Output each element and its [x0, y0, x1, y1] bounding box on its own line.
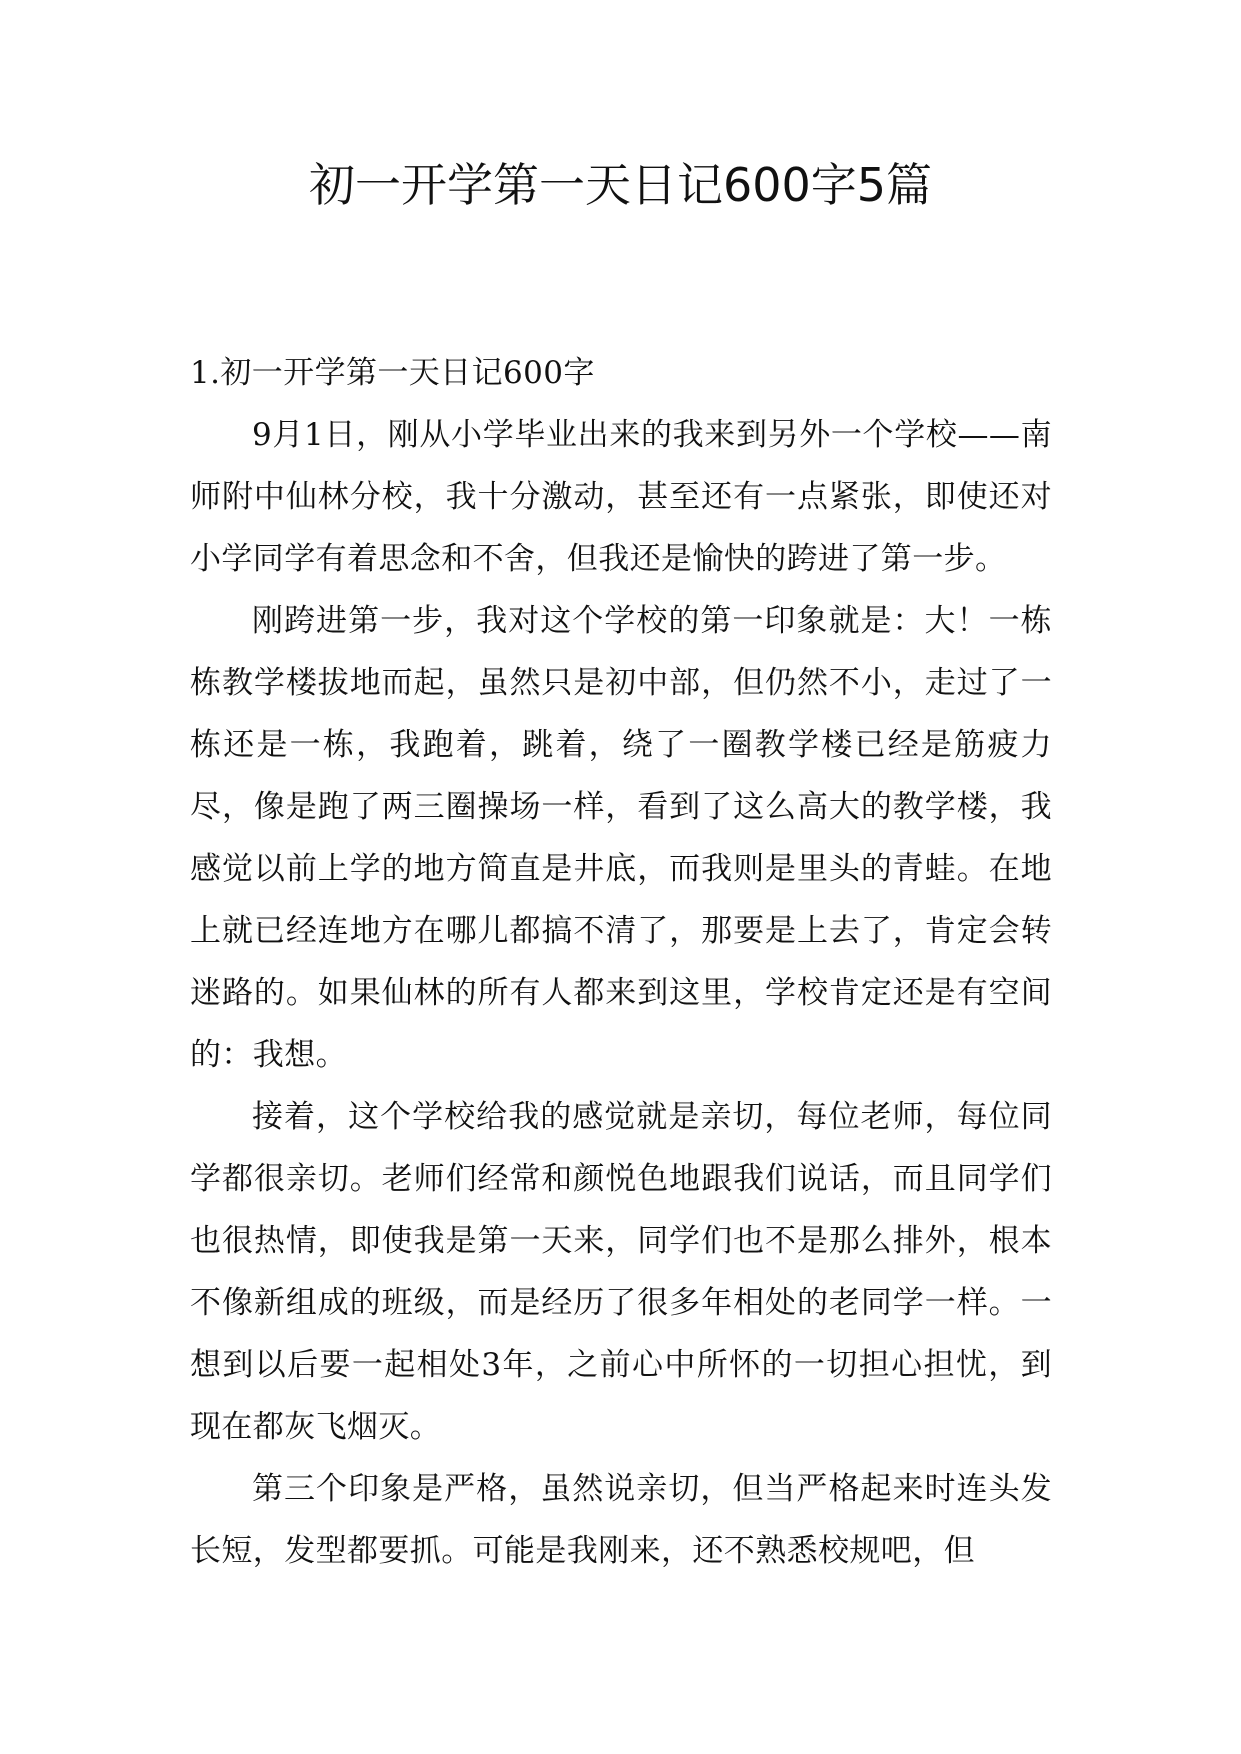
document-title: 初一开学第一天日记600字5篇	[308, 158, 933, 212]
section-heading: 1.初一开学第一天日记600字	[190, 355, 595, 391]
paragraph: 9月1日，刚从小学毕业出来的我来到另外一个学校——南师附中仙林分校，我十分激动，甚至还有一点紧张，即使还对小学同学有着思念和不舍，但我还是愉快的跨进了第一步。	[190, 417, 1052, 577]
paragraph: 第三个印象是严格，虽然说亲切，但当严格起来时连头发长短，发型都要抓。可能是我刚来，还不熟悉校规吧，但	[190, 1471, 1052, 1569]
document-body	[190, 342, 1052, 1582]
paragraph: 刚跨进第一步，我对这个学校的第一印象就是：大！一栋栋教学楼拔地而起，虽然只是初中部，但仍然不小，走过了一栋还是一栋，我跑着，跳着，绕了一圈教学楼已经是筋疲力尽，像是跑了两三圈操场一样，看到了这么高大的教学楼，我感觉以前上学的地方简直是井底，而我则是里头的青蛙。在地上就已经连地方在哪儿都搞不清了，那要是上去了，肯定会转迷路的。如果仙林的所有人都来到这里，学校肯定还是有空间的：我想。	[190, 603, 1052, 1073]
paragraph: 接着，这个学校给我的感觉就是亲切，每位老师，每位同学都很亲切。老师们经常和颜悦色地跟我们说话，而且同学们也很热情，即使我是第一天来，同学们也不是那么排外，根本不像新组成的班级，而是经历了很多年相处的老同学一样。一想到以后要一起相处3年，之前心中所怀的一切担心担忧，到现在都灰飞烟灭。	[190, 1099, 1052, 1445]
